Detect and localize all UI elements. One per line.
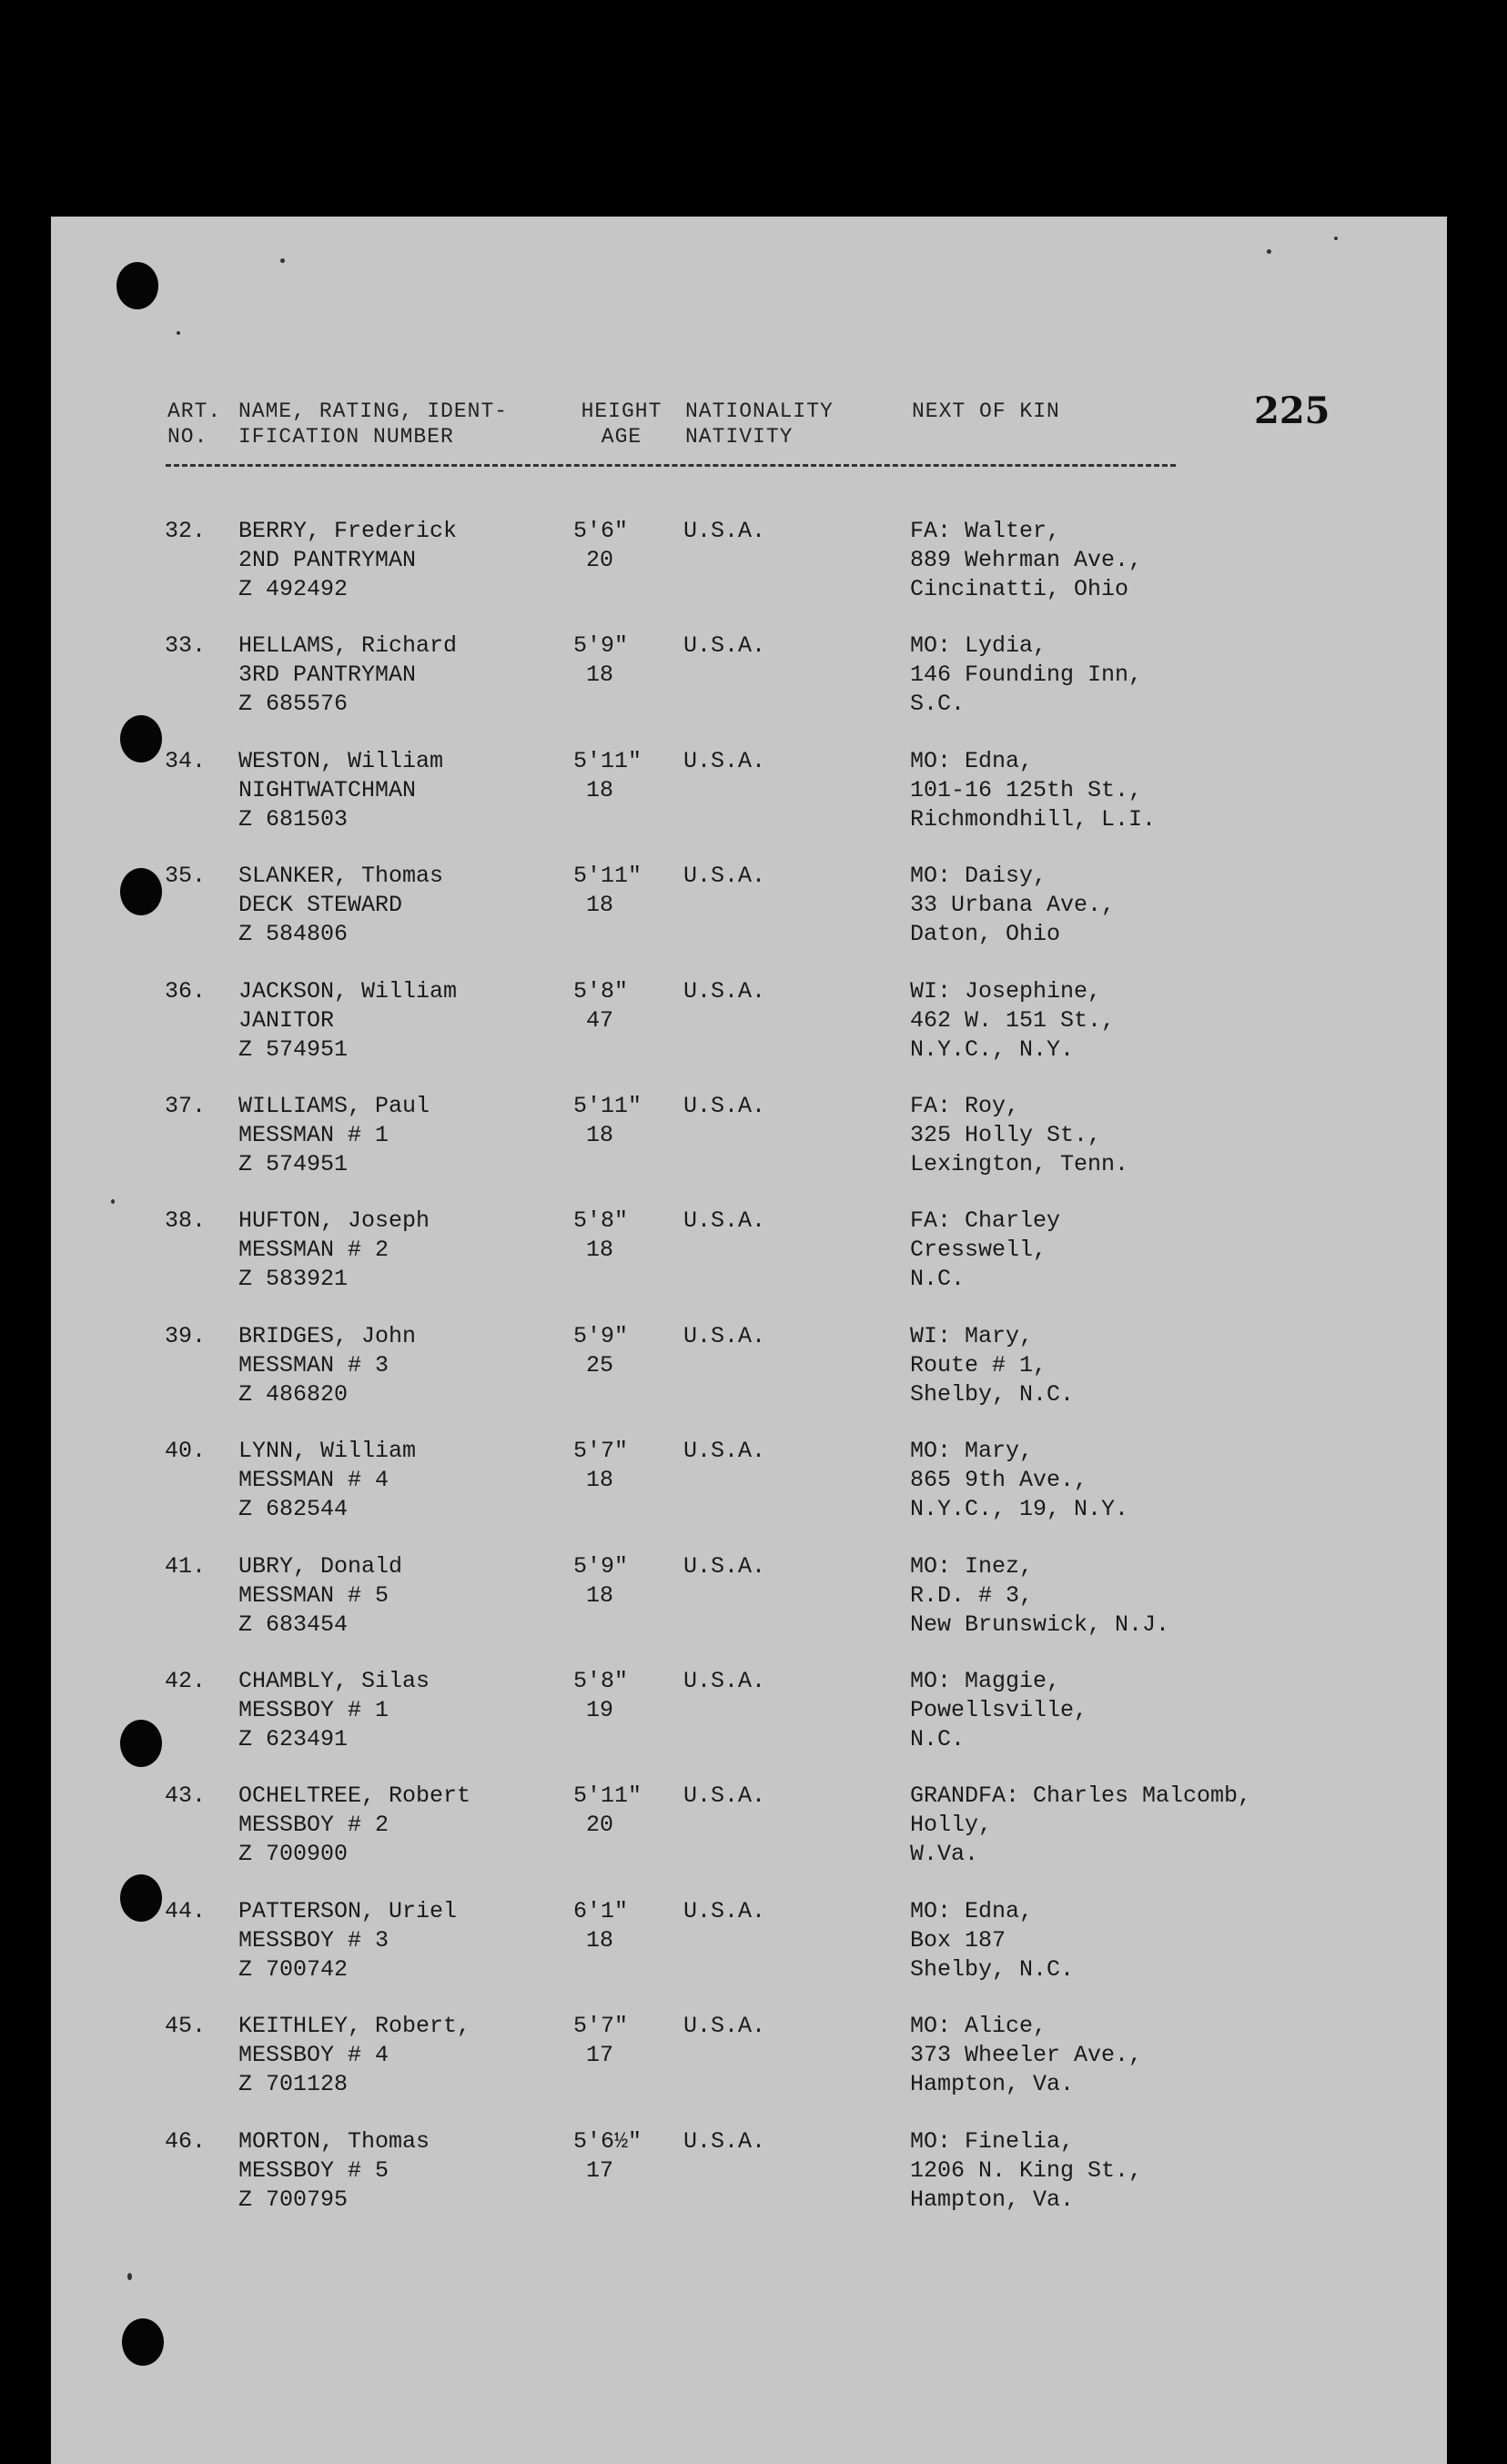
entry-number: 38. [165, 1207, 207, 1235]
crew-nationality: U.S.A. [683, 2013, 766, 2040]
punch-hole [120, 1874, 162, 1922]
crew-height: 5'8" [573, 1207, 629, 1235]
header-next-of-kin: NEXT OF KIN [912, 399, 1060, 423]
entry-name-block [238, 1782, 470, 1869]
next-of-kin-block [910, 862, 1115, 949]
entry-number: 40. [165, 1438, 207, 1465]
crew-age: 18 [586, 1122, 614, 1148]
crew-rating: MESSBOY # 4 [238, 2042, 389, 2069]
crew-name: OCHELTREE, Robert [238, 1782, 471, 1810]
next-of-kin-line: Box 187 [910, 1926, 1006, 1954]
page-number: 225 [1254, 389, 1330, 432]
roster-entry [51, 517, 1447, 631]
crew-nationality: U.S.A. [683, 863, 766, 890]
entry-number: 42. [165, 1668, 207, 1694]
crew-rating: MESSBOY # 5 [238, 2156, 389, 2184]
crew-ident: Z 701128 [238, 2071, 349, 2098]
height-age-block [573, 862, 664, 920]
crew-height: 5'8" [573, 977, 629, 1005]
crew-age: 17 [586, 2042, 614, 2069]
crew-age: 18 [586, 776, 614, 803]
crew-name: LYNN, William [238, 1438, 417, 1465]
entry-name-block [238, 631, 457, 719]
header-nationality: NATIONALITY NATIVITY [685, 399, 834, 449]
next-of-kin-line: MO: Lydia, [910, 632, 1047, 660]
punch-hole [116, 262, 158, 309]
header-height-age: HEIGHT AGE [581, 399, 662, 449]
crew-rating: MESSMAN # 5 [238, 1581, 389, 1609]
crew-height: 5'6" [573, 518, 629, 544]
next-of-kin-line: FA: Roy, [910, 1093, 1020, 1119]
entry-name-block [238, 977, 457, 1065]
crew-age: 18 [586, 661, 614, 689]
next-of-kin-block [910, 977, 1115, 1065]
next-of-kin-block [910, 747, 1156, 834]
next-of-kin-line: 101-16 125th St., [910, 776, 1143, 803]
next-of-kin-line: 889 Wehrman Ave., [910, 547, 1143, 573]
next-of-kin-line: N.C. [910, 1266, 966, 1293]
roster-entry [51, 1322, 1447, 1437]
next-of-kin-line: MO: Maggie, [910, 1668, 1061, 1694]
crew-nationality: U.S.A. [683, 632, 766, 660]
next-of-kin-line: Cresswell, [910, 1237, 1047, 1264]
next-of-kin-line: 865 9th Ave., [910, 1467, 1088, 1494]
crew-nationality: U.S.A. [683, 1093, 766, 1119]
next-of-kin-block [910, 2127, 1142, 2215]
entry-name-block [238, 2012, 470, 2099]
entry-name-block [238, 1207, 430, 1294]
entry-number: 36. [165, 977, 207, 1005]
roster-entry [51, 977, 1447, 1092]
height-age-block [573, 1437, 664, 1495]
crew-rating: MESSMAN # 1 [238, 1122, 389, 1148]
height-age-block [573, 1667, 664, 1725]
entry-name-block [238, 1552, 402, 1640]
crew-nationality: U.S.A. [683, 518, 766, 544]
crew-rating: JANITOR [238, 1006, 335, 1034]
crew-ident: Z 574951 [238, 1035, 349, 1063]
crew-name: SLANKER, Thomas [238, 863, 444, 890]
next-of-kin-line: New Brunswick, N.J. [910, 1611, 1170, 1638]
entry-name-block [238, 1897, 457, 1984]
next-of-kin-line: Cincinatti, Ohio [910, 576, 1129, 602]
height-age-block [573, 1092, 664, 1150]
roster-entry [51, 2127, 1447, 2242]
next-of-kin-line: 146 Founding Inn, [910, 661, 1143, 689]
height-age-block [573, 1207, 664, 1265]
next-of-kin-block [910, 631, 1142, 719]
roster-entry [51, 1092, 1447, 1207]
height-age-block [573, 747, 664, 805]
crew-rating: MESSBOY # 1 [238, 1697, 389, 1723]
paper-speck [280, 258, 285, 263]
punch-hole [120, 868, 162, 915]
crew-age: 20 [586, 1812, 614, 1839]
next-of-kin-line: Hampton, Va. [910, 2071, 1075, 2098]
next-of-kin-line: 462 W. 151 St., [910, 1006, 1116, 1034]
crew-age: 18 [586, 1581, 614, 1609]
crew-name: BERRY, Frederick [238, 518, 458, 544]
header-art-no: ART. NO. [167, 399, 222, 449]
entry-name-block [238, 1092, 430, 1179]
punch-hole [122, 2318, 164, 2366]
entry-name-block [238, 1322, 416, 1409]
crew-height: 5'8" [573, 1668, 629, 1694]
height-age-block [573, 2127, 664, 2186]
crew-ident: Z 682544 [238, 1496, 349, 1523]
entry-number: 41. [165, 1552, 207, 1580]
next-of-kin-line: FA: Walter, [910, 518, 1061, 544]
next-of-kin-line: S.C. [910, 691, 966, 718]
crew-age: 17 [586, 2156, 614, 2184]
crew-ident: Z 700742 [238, 1955, 349, 1983]
next-of-kin-line: Lexington, Tenn. [910, 1151, 1129, 1177]
entry-number: 33. [165, 632, 207, 660]
punch-hole [120, 715, 162, 762]
crew-rating: 2ND PANTRYMAN [238, 547, 417, 573]
entry-number: 43. [165, 1782, 207, 1810]
document-page [51, 217, 1447, 2464]
paper-speck [1267, 249, 1271, 254]
roster-entry [51, 747, 1447, 862]
height-age-block [573, 631, 664, 690]
next-of-kin-block [910, 1322, 1074, 1409]
next-of-kin-block [910, 1207, 1060, 1294]
paper-speck [111, 1199, 115, 1204]
next-of-kin-block [910, 1782, 1251, 1869]
paper-speck [177, 331, 180, 335]
next-of-kin-block [910, 1552, 1169, 1640]
header-name: NAME, RATING, IDENT- IFICATION NUMBER [238, 399, 509, 449]
next-of-kin-line: MO: Inez, [910, 1552, 1034, 1580]
next-of-kin-line: Hampton, Va. [910, 2186, 1075, 2213]
next-of-kin-line: Powellsville, [910, 1697, 1088, 1723]
crew-height: 6'1" [573, 1897, 629, 1924]
height-age-block [573, 1552, 664, 1611]
next-of-kin-line: GRANDFA: Charles Malcomb, [910, 1782, 1252, 1810]
crew-nationality: U.S.A. [683, 1552, 766, 1580]
next-of-kin-block [910, 1667, 1087, 1754]
next-of-kin-line: W.Va. [910, 1841, 979, 1868]
crew-rating: DECK STEWARD [238, 892, 403, 919]
entry-number: 34. [165, 747, 207, 774]
crew-nationality: U.S.A. [683, 977, 766, 1005]
entry-name-block [238, 747, 443, 834]
next-of-kin-line: MO: Edna, [910, 747, 1034, 774]
crew-height: 5'9" [573, 1552, 629, 1580]
crew-height: 5'6½" [573, 2127, 642, 2155]
crew-height: 5'11" [573, 1093, 642, 1119]
crew-nationality: U.S.A. [683, 1322, 766, 1349]
crew-rating: MESSMAN # 4 [238, 1467, 389, 1494]
crew-rating: NIGHTWATCHMAN [238, 776, 417, 803]
crew-height: 5'11" [573, 1782, 642, 1810]
next-of-kin-line: MO: Finelia, [910, 2127, 1075, 2155]
crew-name: MORTON, Thomas [238, 2127, 430, 2155]
height-age-block [573, 1782, 664, 1840]
next-of-kin-line: R.D. # 3, [910, 1581, 1034, 1609]
roster-entry [51, 1437, 1447, 1551]
punch-hole [120, 1720, 162, 1767]
next-of-kin-line: FA: Charley [910, 1207, 1061, 1235]
crew-name: HELLAMS, Richard [238, 632, 458, 660]
roster-entry [51, 1667, 1447, 1782]
crew-ident: Z 700900 [238, 1841, 349, 1868]
roster-entry [51, 862, 1447, 976]
next-of-kin-line: N.C. [910, 1726, 966, 1752]
next-of-kin-line: N.Y.C., N.Y. [910, 1035, 1075, 1063]
next-of-kin-line: MO: Mary, [910, 1438, 1034, 1465]
entry-name-block [238, 517, 457, 604]
crew-ident: Z 685576 [238, 691, 349, 718]
roster-entry [51, 1207, 1447, 1321]
next-of-kin-line: MO: Alice, [910, 2013, 1047, 2040]
crew-age: 47 [586, 1006, 614, 1034]
height-age-block [573, 1322, 664, 1380]
crew-name: KEITHLEY, Robert, [238, 2013, 471, 2040]
header-divider [166, 464, 1176, 467]
entry-name-block [238, 862, 443, 949]
roster-entry [51, 631, 1447, 746]
next-of-kin-line: MO: Daisy, [910, 863, 1047, 890]
crew-name: WESTON, William [238, 747, 444, 774]
crew-ident: Z 492492 [238, 576, 349, 602]
crew-ident: Z 486820 [238, 1380, 349, 1408]
entry-name-block [238, 1667, 430, 1754]
next-of-kin-block [910, 1437, 1128, 1524]
entry-name-block [238, 2127, 430, 2215]
crew-name: CHAMBLY, Silas [238, 1668, 430, 1694]
paper-speck [127, 2273, 132, 2280]
crew-age: 18 [586, 892, 614, 919]
crew-nationality: U.S.A. [683, 1668, 766, 1694]
crew-rating: MESSBOY # 3 [238, 1926, 389, 1954]
crew-height: 5'11" [573, 863, 642, 890]
crew-ident: Z 681503 [238, 805, 349, 833]
crew-ident: Z 584806 [238, 921, 349, 948]
next-of-kin-line: N.Y.C., 19, N.Y. [910, 1496, 1129, 1523]
crew-age: 25 [586, 1351, 614, 1378]
crew-ident: Z 574951 [238, 1151, 349, 1177]
paper-speck [1334, 237, 1338, 240]
crew-nationality: U.S.A. [683, 1782, 766, 1810]
next-of-kin-block [910, 1897, 1074, 1984]
crew-ident: Z 683454 [238, 1611, 349, 1638]
entry-number: 35. [165, 863, 207, 890]
next-of-kin-line: Holly, [910, 1812, 993, 1839]
next-of-kin-line: MO: Edna, [910, 1897, 1034, 1924]
next-of-kin-line: 373 Wheeler Ave., [910, 2042, 1143, 2069]
crew-name: WILLIAMS, Paul [238, 1093, 430, 1119]
next-of-kin-line: Daton, Ohio [910, 921, 1061, 948]
height-age-block [573, 2012, 664, 2070]
entry-number: 37. [165, 1093, 207, 1119]
crew-name: BRIDGES, John [238, 1322, 417, 1349]
crew-ident: Z 700795 [238, 2186, 349, 2213]
roster-entry [51, 2012, 1447, 2126]
next-of-kin-line: Richmondhill, L.I. [910, 805, 1157, 833]
crew-name: PATTERSON, Uriel [238, 1897, 458, 1924]
crew-nationality: U.S.A. [683, 1207, 766, 1235]
crew-height: 5'11" [573, 747, 642, 774]
crew-rating: 3RD PANTRYMAN [238, 661, 417, 689]
roster-entry [51, 1897, 1447, 2012]
crew-height: 5'9" [573, 1322, 629, 1349]
crew-age: 18 [586, 1237, 614, 1264]
crew-age: 18 [586, 1926, 614, 1954]
entry-number: 39. [165, 1322, 207, 1349]
next-of-kin-line: WI: Josephine, [910, 977, 1102, 1005]
roster-entry [51, 1782, 1447, 1896]
crew-nationality: U.S.A. [683, 747, 766, 774]
next-of-kin-line: Route # 1, [910, 1351, 1047, 1378]
crew-nationality: U.S.A. [683, 1897, 766, 1924]
crew-height: 5'7" [573, 2013, 629, 2040]
height-age-block [573, 1897, 664, 1955]
crew-nationality: U.S.A. [683, 1438, 766, 1465]
crew-rating: MESSMAN # 3 [238, 1351, 389, 1378]
crew-nationality: U.S.A. [683, 2127, 766, 2155]
entry-number: 32. [165, 518, 207, 544]
crew-height: 5'7" [573, 1438, 629, 1465]
crew-name: JACKSON, William [238, 977, 458, 1005]
next-of-kin-line: 325 Holly St., [910, 1122, 1102, 1148]
crew-ident: Z 583921 [238, 1266, 349, 1293]
crew-age: 19 [586, 1697, 614, 1723]
roster-entry [51, 1552, 1447, 1667]
crew-name: UBRY, Donald [238, 1552, 403, 1580]
entry-number: 46. [165, 2127, 207, 2155]
height-age-block [573, 977, 664, 1035]
next-of-kin-line: Shelby, N.C. [910, 1380, 1075, 1408]
entry-number: 44. [165, 1897, 207, 1924]
crew-rating: MESSMAN # 2 [238, 1237, 389, 1264]
crew-age: 18 [586, 1467, 614, 1494]
next-of-kin-block [910, 2012, 1142, 2099]
entry-number: 45. [165, 2013, 207, 2040]
next-of-kin-line: Shelby, N.C. [910, 1955, 1075, 1983]
next-of-kin-line: 1206 N. King St., [910, 2156, 1143, 2184]
next-of-kin-block [910, 517, 1142, 604]
crew-name: HUFTON, Joseph [238, 1207, 430, 1235]
next-of-kin-block [910, 1092, 1128, 1179]
crew-height: 5'9" [573, 632, 629, 660]
height-age-block [573, 517, 664, 575]
next-of-kin-line: WI: Mary, [910, 1322, 1034, 1349]
next-of-kin-line: 33 Urbana Ave., [910, 892, 1116, 919]
crew-rating: MESSBOY # 2 [238, 1812, 389, 1839]
crew-ident: Z 623491 [238, 1726, 349, 1752]
entry-name-block [238, 1437, 416, 1524]
crew-age: 20 [586, 547, 614, 573]
